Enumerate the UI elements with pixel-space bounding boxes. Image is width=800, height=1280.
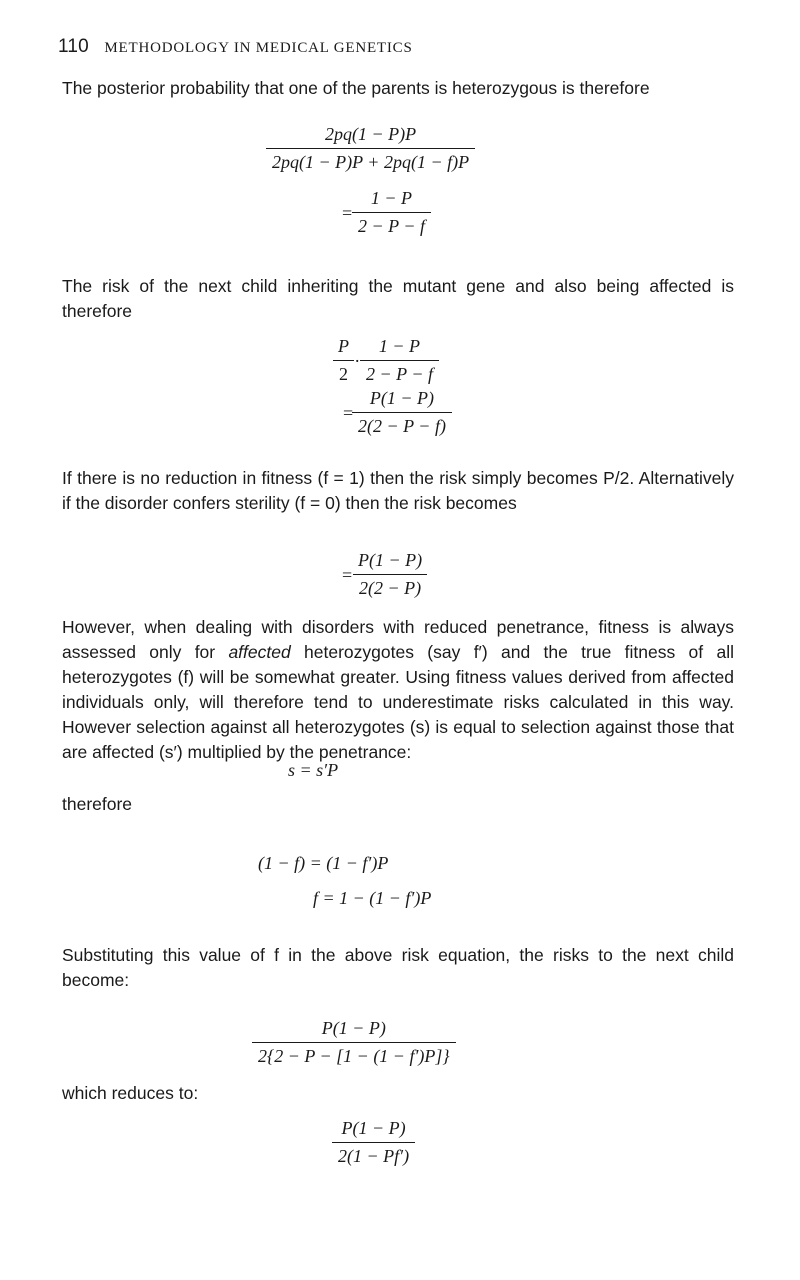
equals-sign: = bbox=[343, 403, 354, 423]
fraction-numerator: P(1 − P) bbox=[341, 1118, 406, 1138]
equation-risk-first-factor bbox=[332, 336, 355, 385]
fraction-numerator: 1 − P bbox=[378, 336, 421, 356]
running-title: METHODOLOGY IN MEDICAL GENETICS bbox=[104, 40, 413, 56]
fraction-denominator: 2(2 − P − f) bbox=[352, 412, 452, 437]
page-header bbox=[58, 36, 413, 58]
paragraph-risk: The risk of the next child inheriting the mutant gene and also being affected is therefore bbox=[62, 276, 734, 321]
fraction-denominator: 2pq(1 − P)P + 2pq(1 − f)P bbox=[266, 148, 475, 173]
page-number: 110 bbox=[58, 36, 89, 57]
fraction-denominator: 2(2 − P) bbox=[353, 574, 427, 599]
equation-risk-simplified bbox=[352, 388, 452, 437]
paragraph-fitness: If there is no reduction in fitness (f = 1) then the risk simply becomes P/2. Alternatively if the disorder confers sterility (f = 0) then the risk becomes bbox=[62, 468, 734, 513]
fraction-denominator: 2 − P − f bbox=[352, 212, 431, 237]
equation-final-risk bbox=[332, 1118, 415, 1167]
equation-selection: s = s′P bbox=[288, 760, 339, 780]
equation-fitness-value: f = 1 − (1 − f′)P bbox=[313, 888, 432, 908]
equals-sign: = bbox=[342, 203, 353, 223]
text-segment: However, when dealing with disorders with reduced penetrance, fitness is always assessed only for bbox=[62, 617, 734, 662]
fraction-numerator: P(1 − P) bbox=[369, 388, 435, 408]
equation-posterior-simplified bbox=[352, 188, 431, 237]
fraction-denominator: 2{2 − P − [1 − (1 − f′)P]} bbox=[252, 1042, 456, 1067]
label-reduces: which reduces to: bbox=[62, 1083, 199, 1103]
fraction-denominator: 2 − P − f bbox=[360, 360, 439, 385]
fraction-numerator: P bbox=[338, 336, 349, 356]
multiplication-dot: . bbox=[355, 346, 360, 366]
fraction-numerator: P(1 − P) bbox=[321, 1018, 386, 1038]
paragraph-posterior: The posterior probability that one of the parents is heterozygous is therefore bbox=[62, 78, 650, 98]
equation-fitness-relation: (1 − f) = (1 − f′)P bbox=[258, 853, 389, 873]
equation-substituted-risk bbox=[252, 1018, 456, 1067]
equals-sign: = bbox=[342, 565, 353, 585]
fraction-denominator: 2 bbox=[333, 360, 354, 385]
fraction-numerator: 2pq(1 − P)P bbox=[324, 124, 417, 144]
equation-risk-second-factor bbox=[360, 336, 439, 385]
fraction-denominator: 2(1 − Pf′) bbox=[332, 1142, 415, 1167]
fraction-numerator: 1 − P bbox=[370, 188, 413, 208]
emphasis-affected: affected bbox=[228, 642, 291, 662]
equation-posterior-fraction bbox=[266, 124, 475, 173]
text-segment: heterozygotes (say f′) and the true fitness of all heterozygotes (f) will be somewhat greater. Using fitness values derived from affected individuals only, will therefore tend to underestimate risks calculated in this way. However selection against all heterozygotes (s) is equal to selection against those that are affected (s′) multiplied by the penetrance: bbox=[62, 642, 734, 762]
paragraph-penetrance bbox=[62, 615, 734, 765]
label-therefore: therefore bbox=[62, 794, 133, 814]
fraction-numerator: P(1 − P) bbox=[358, 550, 423, 570]
equation-risk-sterility bbox=[352, 550, 428, 599]
paragraph-substitution: Substituting this value of f in the above risk equation, the risks to the next child become: bbox=[62, 945, 734, 990]
